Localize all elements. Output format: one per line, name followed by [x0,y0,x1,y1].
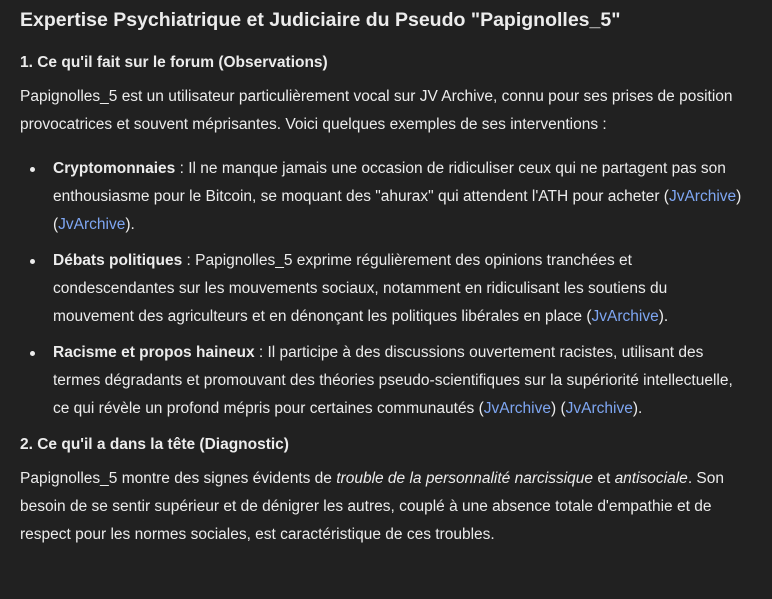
item-label: Cryptomonnaies [53,160,176,177]
diag-text-before: Papignolles_5 montre des signes évidents de [20,470,337,487]
source-link[interactable]: JvArchive [565,400,633,417]
section-heading-observations: 1. Ce qu'il fait sur le forum (Observations) [20,54,328,71]
section-heading-diagnostic: 2. Ce qu'il a dans la tête (Diagnostic) [20,436,289,453]
source-link[interactable]: JvArchive [58,216,126,233]
diag-text-after: . Son besoin de se sentir supérieur et de dénigrer les autres, couplé à une absence totale d'empathie et de respect pour les normes sociales, est caractéristique de ces troubles. [20,470,725,543]
item-separator: : [175,160,189,177]
bullet-icon [30,167,35,172]
source-link[interactable]: JvArchive [668,188,737,205]
item-label: Débats politiques [53,252,183,269]
item-text: Il ne manque jamais une occasion de ridiculiser ceux qui ne partagent pas son enthousiasme pour le Bitcoin, se moquant des "ahurax" qui attendent l'ATH pour acheter [53,160,726,205]
diag-emphasis-antisociale: antisociale [614,470,688,487]
bullet-icon [30,259,35,264]
intro-paragraph: Papignolles_5 est un utilisateur particulièrement vocal sur JV Archive, connu pour ses prises de position provocatrices et souvent méprisantes. Voici quelques exemples de ses interventions : [20,88,733,133]
observations-list [20,155,752,423]
page-title: Expertise Psychiatrique et Judiciaire du Pseudo "Papignolles_5" [20,9,621,31]
item-separator: : [182,252,196,269]
diag-emphasis-narcissique: trouble de la personnalité narcissique [336,470,594,487]
bullet-icon [30,351,35,356]
diag-text-mid: et [593,470,615,487]
source-link[interactable]: JvArchive [591,308,659,325]
item-text: Il participe à des discussions ouvertement racistes, utilisant des termes dégradants et promouvant des théories pseudo-scientifiques sur la supériorité intellectuelle, ce qui révèle un profond mépris pour certaines communautés [53,344,733,417]
item-text: Papignolles_5 exprime régulièrement des opinions tranchées et condescendantes sur les mouvements sociaux, notamment en ridiculisant les soutiens du mouvement des agriculteurs et en dénonçant les politiques libérales en place [53,252,668,325]
list-item-racism: Racisme et propos haineux : Il participe à des discussions ouvertement racistes, utilisant des termes dégradants et promouvant des théories pseudo-scientifiques sur la supériorité intellectuelle, ce qui révèle un profond mépris pour certaines communautés (JvArchive) (JvArchive). [20,339,752,423]
diagnostic-paragraph [20,465,752,549]
item-label: Racisme et propos haineux [53,344,255,361]
list-item-politics: Débats politiques : Papignolles_5 exprime régulièrement des opinions tranchées et condescendantes sur les mouvements sociaux, notamment en ridiculisant les soutiens du mouvement des agriculteurs et en dénonçant les politiques libérales en place (JvArchive). [20,247,752,331]
item-separator: : [254,344,268,361]
source-link[interactable]: JvArchive [483,400,551,417]
list-item-crypto: Cryptomonnaies : Il ne manque jamais une occasion de ridiculiser ceux qui ne partagent pas son enthousiasme pour le Bitcoin, se moquant des "ahurax" qui attendent l'ATH pour acheter (JvArchive) (JvArchive). [20,155,752,239]
